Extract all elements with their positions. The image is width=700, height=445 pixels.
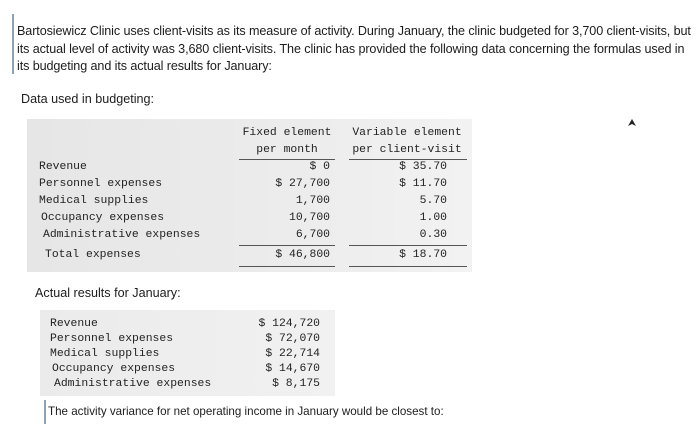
budget-row-label: Medical supplies: [39, 195, 149, 207]
actual-row-value: $ 124,720: [258, 318, 320, 330]
budget-row-fixed: $ 0: [309, 161, 330, 173]
actual-row-value: $ 72,070: [265, 333, 320, 345]
budget-row-variable: $ 35.70: [399, 161, 447, 173]
intro-paragraph: Bartosiewicz Clinic uses client-visits as its measure of activity. During January, the clinic budgeted for 3,700 client-visits, but its actual level of activity was 3,680 client-visits. The clinic has provided the following data concerning the formulas used in its budgeting and its actual results for January:: [17, 24, 691, 73]
variable-header-underline: [349, 159, 467, 160]
left-margin-rule: [12, 14, 14, 74]
actual-row-label: Medical supplies: [50, 348, 160, 360]
variable-double-rule: [349, 266, 467, 267]
budget-row-variable: 5.70: [419, 195, 447, 207]
actual-results-table: [40, 310, 335, 396]
variable-total-rule: [349, 245, 467, 246]
budget-heading: Data used in budgeting:: [21, 92, 155, 106]
actual-row-label: Occupancy expenses: [52, 363, 176, 375]
actual-row-label: Administrative expenses: [54, 378, 212, 390]
question-text: The activity variance for net operating income in January would be closest to:: [48, 405, 444, 418]
budget-row-label: Administrative expenses: [43, 229, 201, 241]
budget-row-fixed: 10,700: [288, 212, 330, 224]
budget-row-fixed: $ 27,700: [275, 178, 330, 190]
actual-row-value: $ 14,670: [265, 363, 320, 375]
budget-row-label: Occupancy expenses: [41, 212, 165, 224]
actual-row-label: Revenue: [50, 318, 98, 330]
budget-row-variable: $ 18.70: [399, 249, 447, 261]
budget-row-label: Total expenses: [45, 249, 141, 261]
fixed-double-rule: [239, 266, 335, 267]
mouse-cursor-icon: [625, 116, 639, 130]
question-margin-rule: [44, 400, 46, 424]
variable-header-line2: per client-visit: [352, 144, 462, 156]
budget-row-fixed: $ 46,800: [275, 249, 330, 261]
budget-row-label: Revenue: [39, 161, 87, 173]
actual-row-label: Personnel expenses: [50, 333, 174, 345]
budget-row-label: Personnel expenses: [39, 178, 163, 190]
fixed-header-line1: Fixed element: [242, 127, 332, 139]
budget-row-fixed: 6,700: [295, 229, 330, 241]
budget-row-variable: $ 11.70: [399, 178, 447, 190]
budget-row-variable: 1.00: [419, 212, 447, 224]
budget-row-variable: 0.30: [419, 229, 447, 241]
budget-row-fixed: 1,700: [295, 195, 330, 207]
actual-row-value: $ 8,175: [272, 378, 320, 390]
actual-row-value: $ 22,714: [265, 348, 320, 360]
fixed-header-line2: per month: [256, 144, 318, 156]
variable-header-line1: Variable element: [352, 127, 462, 139]
budget-table: [27, 119, 472, 272]
actual-heading: Actual results for January:: [35, 286, 181, 300]
fixed-header-underline: [239, 159, 335, 160]
fixed-total-rule: [239, 245, 335, 246]
